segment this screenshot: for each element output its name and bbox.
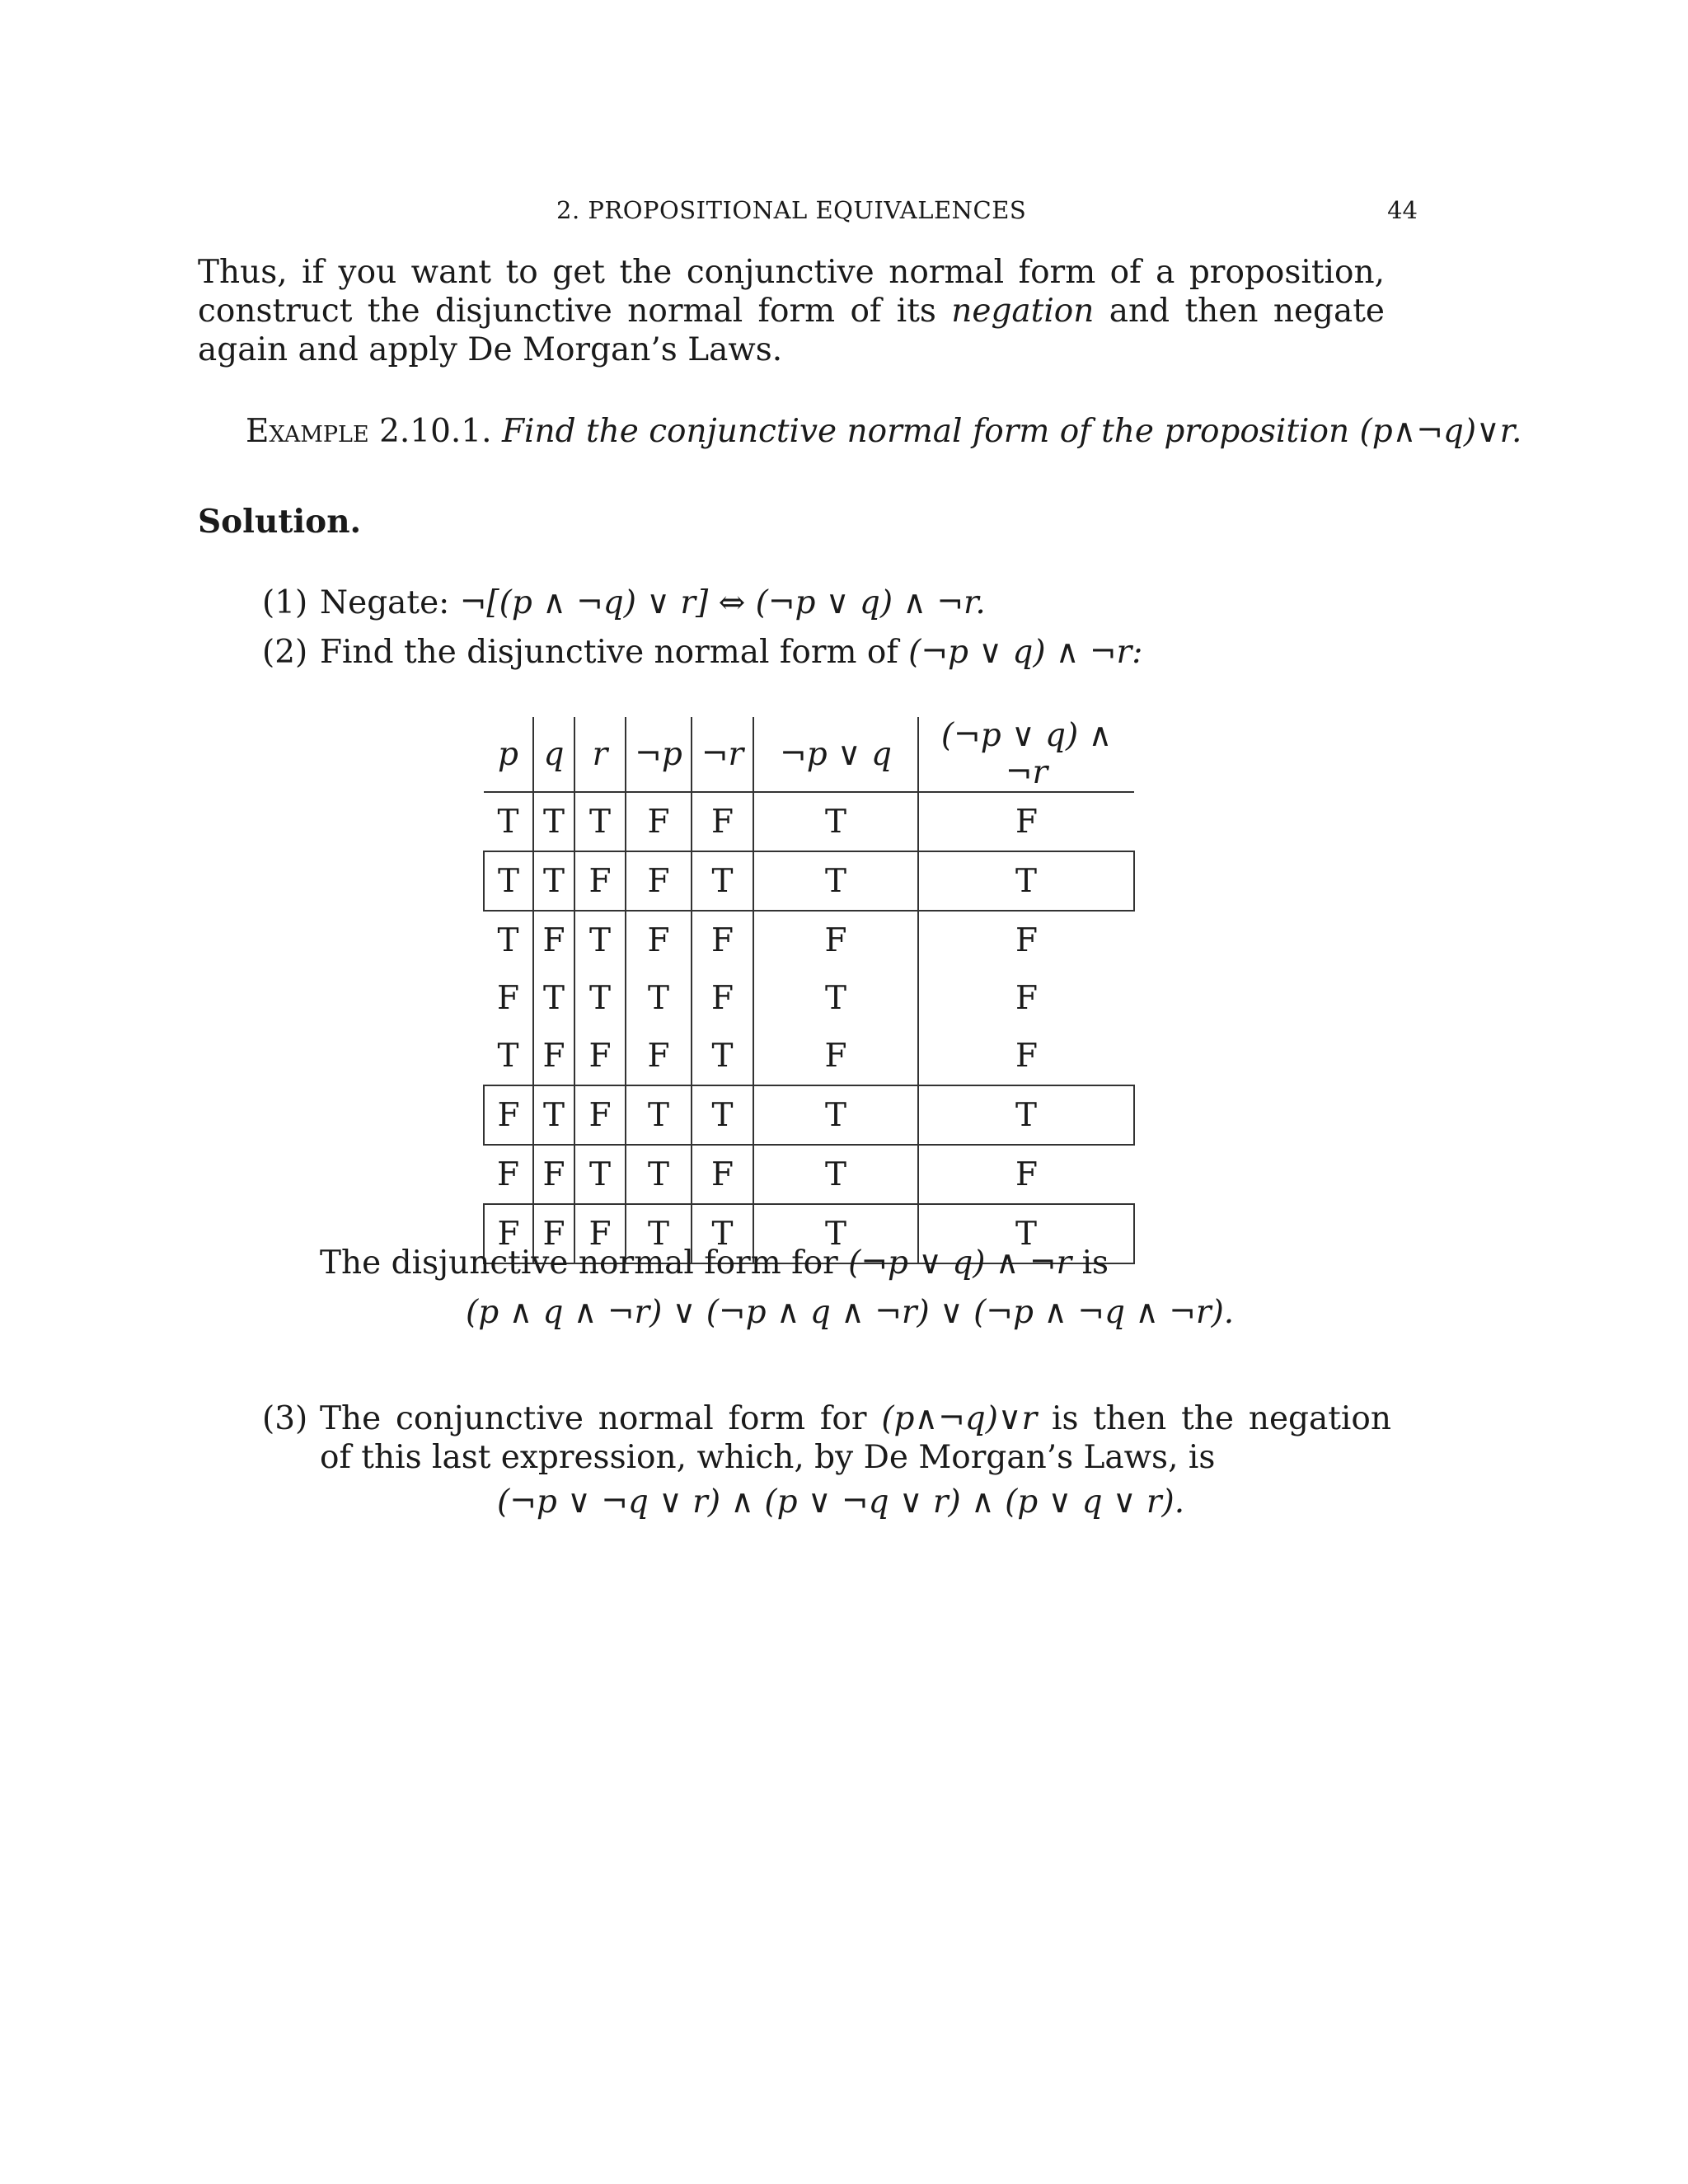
- truth-table-cell: F: [626, 792, 692, 851]
- truth-table-cell: F: [692, 1145, 753, 1204]
- step-2-text: Find the disjunctive normal form of: [320, 634, 909, 671]
- step-3-math: (p∧¬q)∨r: [881, 1400, 1038, 1437]
- step-1-math: ¬[(p ∧ ¬q) ∨ r] ⇔ (¬p ∨ q) ∧ ¬r.: [459, 584, 986, 621]
- truth-table-cell: T: [753, 1085, 918, 1145]
- step-2-math: (¬p ∨ q) ∧ ¬r:: [908, 634, 1143, 671]
- step-3-number: (3): [262, 1400, 308, 1437]
- truth-table-row: [484, 851, 1134, 911]
- truth-table-cell: T: [533, 851, 574, 911]
- truth-table-cell: F: [753, 911, 918, 969]
- truth-table-cell: T: [753, 969, 918, 1027]
- truth-table-header-row: [484, 717, 1134, 792]
- truth-table-row: [484, 911, 1134, 969]
- truth-table-cell: F: [574, 1027, 626, 1085]
- truth-table-cell: F: [574, 851, 626, 911]
- step-3-text-b: is then the negation of this last expression, which, by De Morgan’s Laws, is: [320, 1400, 1392, 1476]
- truth-table-cell: T: [574, 911, 626, 969]
- truth-table-cell: F: [918, 792, 1134, 851]
- intro-text-b: and then negate again and apply De Morgan’s Laws.: [198, 293, 1385, 368]
- truth-table-cell: F: [496, 1155, 520, 1193]
- truth-table-cell: F: [918, 1145, 1134, 1204]
- step-1: [262, 583, 1391, 622]
- truth-table-cell: T: [497, 921, 519, 959]
- dnf-label: [320, 1244, 1109, 1282]
- truth-table-cell: T: [753, 1145, 918, 1204]
- step-2-number: (2): [262, 634, 308, 671]
- truth-table-cell: T: [574, 1145, 626, 1204]
- example-statement: [246, 412, 1522, 451]
- truth-table-header-cell: (¬p ∨ q) ∧ ¬r: [918, 717, 1134, 792]
- truth-table-cell: T: [626, 969, 692, 1027]
- truth-table: [483, 717, 1135, 1264]
- truth-table-cell: F: [533, 1204, 574, 1263]
- truth-table-cell: T: [497, 803, 519, 841]
- dnf-label-end: is: [1071, 1244, 1109, 1282]
- truth-table-cell: F: [753, 1027, 918, 1085]
- truth-table-cell: T: [533, 969, 574, 1027]
- running-head: 2. PROPOSITIONAL EQUIVALENCES: [556, 196, 1027, 224]
- truth-table-cell: F: [496, 979, 520, 1017]
- truth-table-cell: T: [692, 1027, 753, 1085]
- truth-table-row: [484, 792, 1134, 851]
- truth-table-cell: F: [533, 1145, 574, 1204]
- truth-table-cell: F: [574, 1204, 626, 1263]
- truth-table-cell: T: [484, 851, 533, 911]
- page-number: 44: [1387, 196, 1418, 224]
- truth-table-cell: T: [918, 1085, 1134, 1145]
- truth-table-cell: F: [918, 911, 1134, 969]
- truth-table-cell: T: [574, 792, 626, 851]
- truth-table-cell: T: [753, 1204, 918, 1263]
- truth-table-cell: T: [692, 1204, 753, 1263]
- truth-table-row: [484, 969, 1134, 1027]
- truth-table-cell: T: [626, 1145, 692, 1204]
- example-text: Find the conjunctive normal form of the proposition (p∧¬q)∨r.: [501, 413, 1522, 450]
- truth-table-cell: F: [626, 851, 692, 911]
- truth-table-cell: T: [753, 792, 918, 851]
- truth-table-cell: T: [626, 1204, 692, 1263]
- step-2: [262, 633, 1391, 672]
- truth-table-cell: T: [533, 792, 574, 851]
- cnf-expression: (¬p ∨ ¬q ∨ r) ∧ (p ∨ ¬q ∨ r) ∧ (p ∨ q ∨ r).: [497, 1483, 1185, 1521]
- truth-table-body: [484, 792, 1134, 1263]
- step-1-number: (1): [262, 584, 308, 621]
- truth-table-cell: F: [626, 911, 692, 969]
- step-3-text-a: The conjunctive normal form for: [320, 1400, 882, 1437]
- truth-table-cell: T: [626, 1085, 692, 1145]
- intro-text-a: Thus, if you want to get the conjunctive normal form of a proposition, construct the disjunctive normal form of its: [198, 254, 1385, 330]
- truth-table-cell: T: [918, 851, 1134, 911]
- truth-table-cell: F: [574, 1085, 626, 1145]
- truth-table-cell: T: [692, 851, 753, 911]
- truth-table-row: [484, 1027, 1134, 1085]
- truth-table-cell: T: [533, 1085, 574, 1145]
- truth-table-cell: T: [497, 1037, 519, 1075]
- truth-table-cell: F: [484, 1204, 533, 1263]
- step-3: [262, 1399, 1391, 1477]
- dnf-expression: (p ∧ q ∧ ¬r) ∨ (¬p ∧ q ∧ ¬r) ∨ (¬p ∧ ¬q ∧ ¬r).: [466, 1294, 1235, 1331]
- truth-table-cell: F: [692, 969, 753, 1027]
- truth-table-cell: F: [918, 1027, 1134, 1085]
- truth-table-cell: T: [574, 969, 626, 1027]
- dnf-label-math: (¬p ∨ q) ∧ ¬r: [848, 1244, 1072, 1282]
- truth-table-header-cell: ¬p: [626, 717, 692, 792]
- truth-table-cell: F: [692, 792, 753, 851]
- truth-table-cell: F: [484, 1085, 533, 1145]
- intro-paragraph: [198, 253, 1385, 369]
- truth-table-cell: T: [918, 1204, 1134, 1263]
- truth-table-header-cell: ¬r: [692, 717, 753, 792]
- truth-table-header-cell: ¬p ∨ q: [753, 717, 918, 792]
- truth-table-header-cell: r: [574, 717, 626, 792]
- truth-table-cell: T: [692, 1085, 753, 1145]
- truth-table-header-cell: q: [533, 717, 574, 792]
- truth-table-cell: F: [533, 1027, 574, 1085]
- truth-table-row: [484, 1085, 1134, 1145]
- solution-heading: Solution.: [198, 503, 362, 541]
- dnf-label-text: The disjunctive normal form for: [320, 1244, 849, 1282]
- example-label: Example 2.10.1.: [246, 413, 492, 450]
- truth-table-header-cell: p: [484, 717, 533, 792]
- truth-table-cell: T: [753, 851, 918, 911]
- truth-table-cell: F: [918, 969, 1134, 1027]
- step-1-text: Negate:: [320, 584, 460, 621]
- intro-emphasis: negation: [951, 293, 1095, 330]
- truth-table-row: [484, 1145, 1134, 1204]
- truth-table-cell: F: [692, 911, 753, 969]
- truth-table-cell: F: [626, 1027, 692, 1085]
- truth-table-cell: F: [533, 911, 574, 969]
